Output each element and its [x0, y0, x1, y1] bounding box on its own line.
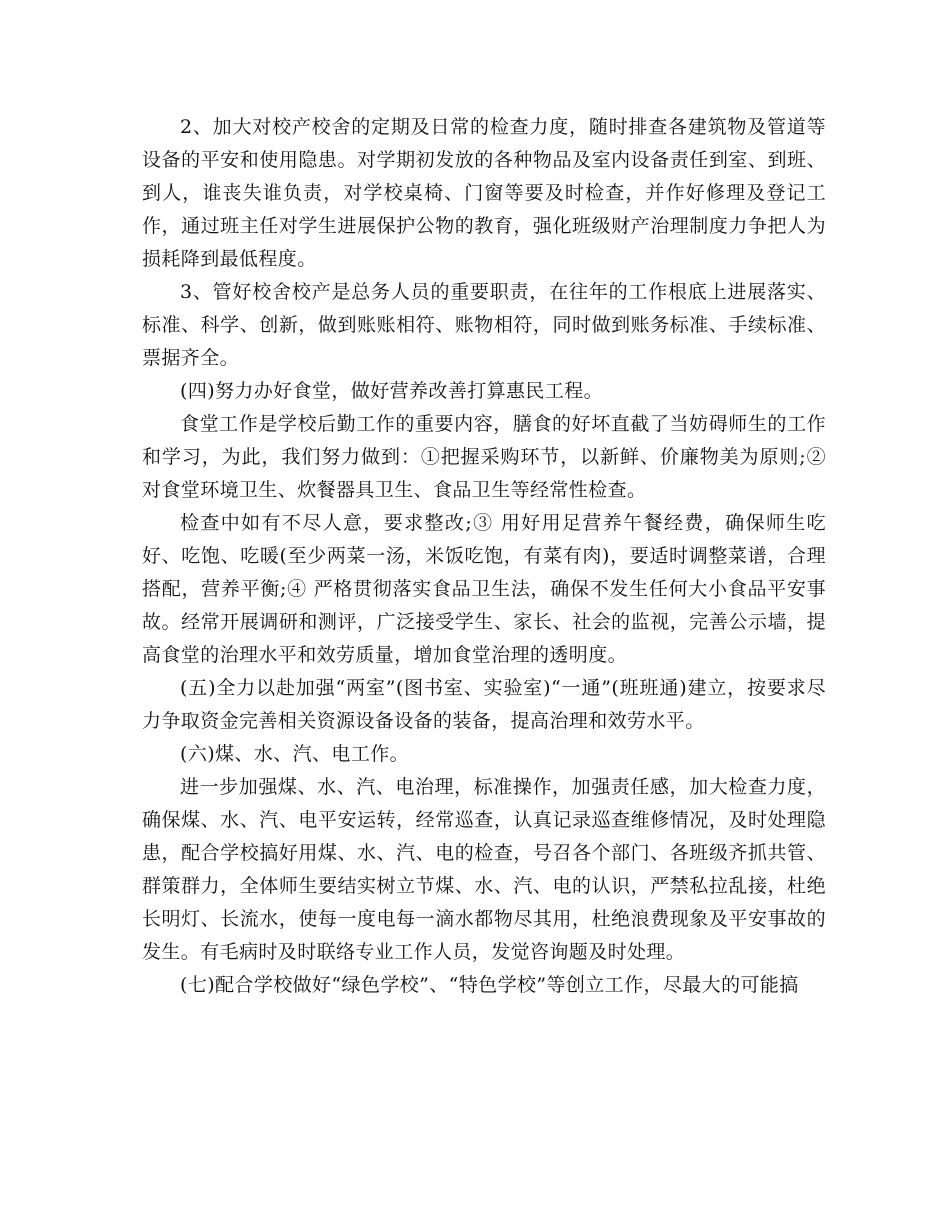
paragraph-item-3-asset-management: 3、管好校舍校产是总务人员的重要职责，在往年的工作根底上进展落实、标准、科学、创新，做到账账相符、账物相符，同时做到账务标准、手续标准、票据齐全。	[142, 281, 826, 369]
paragraph-canteen-work: 食堂工作是学校后勤工作的重要内容，膳食的好坏直截了当妨碍师生的工作和学习，为此，我们努力做到：①把握采购环节，以新鲜、价廉物美为原则;② 对食堂环境卫生、炊餐器具卫生、食品卫生等经常性检查。	[142, 413, 826, 501]
section-heading-utilities: (六)煤、水、汽、电工作。	[180, 743, 410, 765]
paragraph-utilities-work: 进一步加强煤、水、汽、电治理，标准操作，加强责任感，加大检查力度，确保煤、水、汽、电平安运转，经常巡查，认真记录巡查维修情况，及时处理隐患，配合学校搞好用煤、水、汽、电的检查，号召各个部门、各班级齐抓共管、群策群力，全体师生要结实树立节煤、水、汽、电的认识，严禁私拉乱接，杜绝长明灯、长流水，使每一度电每一滴水都物尽其用，杜绝浪费现象及平安事故的发生。有毛病时及时联络专业工作人员，发觉咨询题及时处理。	[142, 776, 826, 963]
paragraph-canteen-inspection: 检查中如有不尽人意，要求整改;③ 用好用足营养午餐经费，确保师生吃好、吃饱、吃暖(至少两菜一汤，米饭吃饱，有菜有肉)，要适时调整菜谱，合理搭配，营养平衡;④ 严格贯彻落实食品卫生法，确保不发生任何大小食品平安事故。经常开展调研和测评，广泛接受学生、家长、社会的监视，完善公示墙，提高食堂的治理水平和效劳质量，增加食堂治理的透明度。	[142, 512, 826, 666]
section-heading-canteen: (四)努力办好食堂，做好营养改善打算惠民工程。	[180, 380, 604, 402]
section-heading-green-school: (七)配合学校做好“绿色学校”、“特色学校”等创立工作，尽最大的可能搞	[180, 974, 799, 996]
paragraph-item-2-facility-inspection: 2、加大对校产校舍的定期及日常的检查力度，随时排查各建筑物及管道等设备的平安和使用隐患。对学期初发放的各种物品及室内设备责任到室、到班、到人，谁丧失谁负责，对学校桌椅、门窗等要及时检查，并作好修理及登记工作，通过班主任对学生进展保护公物的教育，强化班级财产治理制度力争把人为损耗降到最低程度。	[142, 116, 826, 270]
section-heading-library-lab: (五)全力以赴加强“两室”(图书室、实验室)“一通”(班班通)建立，按要求尽力争取资金完善相关资源设备设备的装备，提高治理和效劳水平。	[142, 677, 826, 732]
document-body	[142, 111, 826, 1002]
